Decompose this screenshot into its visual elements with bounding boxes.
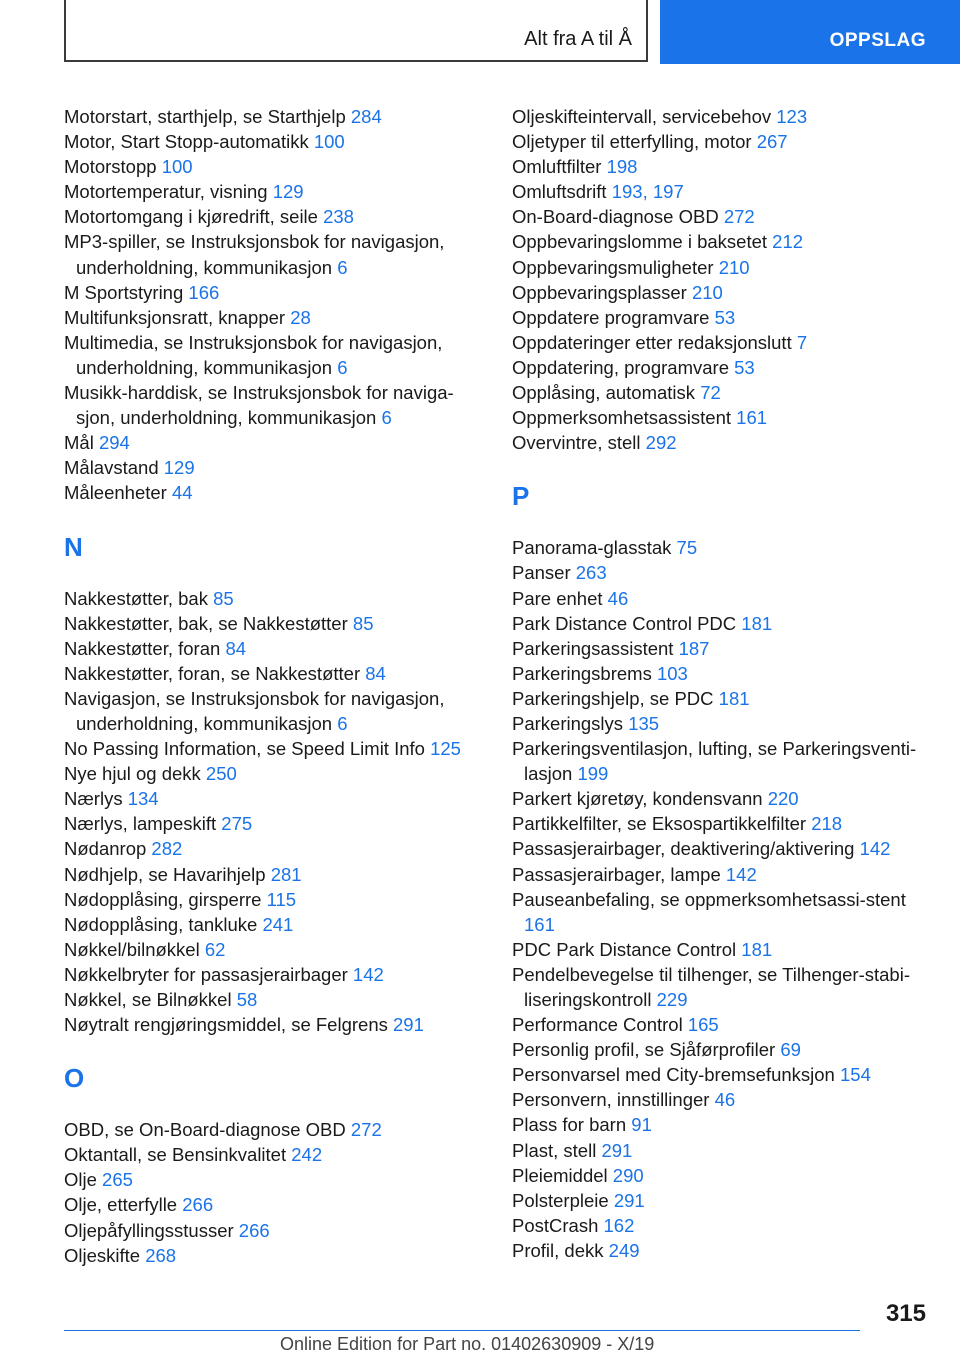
- index-entry: [64, 661, 484, 686]
- index-entry-text: OBD, se On-Board-diagnose OBD: [64, 1119, 346, 1141]
- index-entry: [512, 1138, 932, 1163]
- index-entry: [512, 405, 932, 430]
- index-group-m: [64, 104, 484, 506]
- index-entry: [512, 1188, 932, 1213]
- page-reference-link[interactable]: 199: [577, 763, 609, 785]
- page-reference-link[interactable]: 46: [714, 1089, 736, 1111]
- index-entry-text: Nødhjelp, se Havarihjelp: [64, 863, 266, 885]
- index-entry: [64, 204, 484, 229]
- page-reference-link[interactable]: 165: [687, 1014, 719, 1036]
- index-entry: [64, 1243, 484, 1268]
- page-reference-link[interactable]: 53: [734, 356, 755, 378]
- index-entry: [512, 1062, 932, 1087]
- index-entry-text: Musikk-harddisk, se Instruksjonsbok for naviga-sjon, underholdning, kommunikasjon: [64, 382, 454, 429]
- page-reference-link[interactable]: 272: [723, 206, 755, 228]
- page-reference-link[interactable]: 275: [221, 813, 253, 835]
- page-reference-link[interactable]: 181: [741, 938, 773, 960]
- page-reference-link[interactable]: 44: [171, 482, 193, 504]
- page-reference-link[interactable]: 129: [163, 457, 195, 479]
- page-reference-link[interactable]: 103: [656, 662, 688, 684]
- section-letter-p: P: [512, 481, 530, 512]
- index-entry-text: Oktantall, se Bensinkvalitet: [64, 1144, 287, 1166]
- page-reference-link[interactable]: 28: [290, 306, 311, 328]
- index-entry: [64, 937, 484, 962]
- page-reference-link[interactable]: 58: [236, 989, 258, 1010]
- index-entry-text: Nøkkel, se Bilnøkkel: [64, 989, 232, 1010]
- page-reference-link[interactable]: 62: [204, 938, 226, 960]
- index-entry-text: Mål: [64, 432, 94, 454]
- index-entry-text: Motortomgang i kjøredrift, seile: [64, 206, 318, 228]
- index-entry: [512, 560, 932, 585]
- index-entry-text: Motorstopp: [64, 156, 157, 178]
- index-entry: [512, 811, 932, 836]
- index-entry-text: Nøkkel/bilnøkkel: [64, 938, 200, 960]
- index-entry: [512, 786, 932, 811]
- index-entry: [64, 330, 484, 380]
- section-title-box: [64, 0, 648, 62]
- page-reference-link[interactable]: 242: [291, 1144, 323, 1166]
- page-reference-link[interactable]: 115: [266, 888, 297, 910]
- index-entry-text: Nakkestøtter, bak, se Nakkestøtter: [64, 612, 348, 634]
- index-entry: [512, 836, 932, 861]
- index-entry-text: Passasjerairbager, deaktivering/aktivering: [512, 838, 855, 860]
- page-reference-link[interactable]: 129: [272, 181, 304, 203]
- index-entry: [64, 811, 484, 836]
- index-entry-text: Pauseanbefaling, se oppmerksomhetsassi-stent: [512, 888, 906, 910]
- index-entry-text: Partikkelfilter, se Eksospartikkelfilter: [512, 813, 807, 835]
- index-entry-text: Parkert kjøretøy, kondensvann: [512, 788, 763, 810]
- index-entry: [64, 636, 484, 661]
- index-group-o: [64, 1117, 484, 1268]
- page-reference-link[interactable]: 6: [337, 256, 348, 278]
- page-reference-link[interactable]: 135: [628, 712, 660, 734]
- index-entry: [512, 1163, 932, 1188]
- index-entry-text: Polsterpleie: [512, 1189, 609, 1211]
- page-reference-link[interactable]: 125: [430, 738, 461, 760]
- section-title: Alt fra A til Å: [524, 28, 632, 50]
- page-reference-link[interactable]: 85: [213, 587, 234, 609]
- index-entry-text: Plast, stell: [512, 1139, 597, 1161]
- index-entry-text: Motortemperatur, visning: [64, 181, 268, 203]
- edition-footer: Online Edition for Part no. 01402630909 - X/19: [280, 1334, 655, 1354]
- page-reference-link[interactable]: 282: [151, 838, 183, 860]
- index-entry: [64, 736, 484, 761]
- index-entry-text: Passasjerairbager, lampe: [512, 863, 721, 885]
- index-entry-text: Overvintre, stell: [512, 432, 641, 454]
- index-column-left: [64, 104, 484, 1268]
- page-reference-link[interactable]: 193, 197: [611, 181, 684, 203]
- page-reference-link[interactable]: 46: [607, 587, 629, 609]
- index-entry-text: Nødopplåsing, tankluke: [64, 913, 258, 935]
- index-entry-text: Pare enhet: [512, 587, 603, 609]
- page-reference-link[interactable]: 162: [603, 1214, 635, 1236]
- section-letter-o: O: [64, 1063, 85, 1094]
- index-entry: [512, 711, 932, 736]
- index-entry-text: Oljeskifteintervall, servicebehov: [512, 106, 772, 127]
- index-entry-text: Performance Control: [512, 1014, 683, 1036]
- index-entry-text: Parkeringsventilasjon, lufting, se Parkeringsventi-lasjon: [512, 738, 917, 785]
- footer-divider: [64, 1330, 860, 1331]
- index-entry-text: Nøkkelbryter for passasjerairbager: [64, 963, 348, 985]
- page-reference-link[interactable]: 210: [718, 256, 750, 278]
- index-entry: [512, 330, 932, 355]
- index-entry: [64, 987, 484, 1012]
- page-header: [0, 0, 960, 66]
- index-entry-text: Oppdatere programvare: [512, 306, 710, 328]
- index-entry-text: Nødanrop: [64, 838, 147, 860]
- oppslag-tab[interactable]: [660, 0, 960, 64]
- index-entry-text: Multimedia, se Instruksjonsbok for navigasjon, underholdning, kommunikasjon: [64, 331, 443, 378]
- index-entry: [512, 280, 932, 305]
- index-entry-text: Oppmerksomhetsassistent: [512, 407, 732, 429]
- page-reference-link[interactable]: 220: [767, 788, 799, 810]
- page-reference-link[interactable]: 181: [741, 612, 773, 634]
- index-entry-text: Oppbevaringsmuligheter: [512, 256, 714, 278]
- index-entry: [512, 887, 932, 937]
- index-entry: [512, 355, 932, 380]
- page-reference-link[interactable]: 218: [811, 813, 843, 835]
- index-entry-text: Parkeringslys: [512, 712, 624, 734]
- index-entry: [64, 962, 484, 987]
- page-reference-link[interactable]: 6: [337, 712, 348, 734]
- index-entry-text: Omluftfilter: [512, 156, 602, 178]
- index-entry: [64, 280, 484, 305]
- page-reference-link[interactable]: 123: [776, 106, 808, 127]
- index-entry: [512, 1087, 932, 1112]
- index-entry-text: Park Distance Control PDC: [512, 612, 737, 634]
- page-reference-link[interactable]: 142: [725, 863, 757, 885]
- index-entry: [512, 1012, 932, 1037]
- index-entry-text: Måleenheter: [64, 482, 167, 504]
- index-entry: [64, 430, 484, 455]
- index-entry: [64, 786, 484, 811]
- page-reference-link[interactable]: 198: [606, 156, 638, 178]
- index-entry-text: Oljeskifte: [64, 1244, 141, 1266]
- page-reference-link[interactable]: 281: [270, 863, 302, 885]
- section-letter-n: N: [64, 531, 83, 562]
- page-reference-link[interactable]: 291: [601, 1139, 633, 1161]
- index-entry: [64, 887, 484, 912]
- index-entry: [64, 586, 484, 611]
- index-entry-text: Pleiemiddel: [512, 1164, 608, 1186]
- index-entry-text: Nøytralt rengjøringsmiddel, se Felgrens: [64, 1014, 388, 1036]
- page-reference-link[interactable]: 69: [780, 1039, 801, 1061]
- index-entry: [64, 179, 484, 204]
- index-entry: [512, 1112, 932, 1137]
- index-entry-text: Navigasjon, se Instruksjonsbok for navigasjon, underholdning, kommunikasjon: [64, 687, 445, 734]
- index-entry-text: Oppbevaringsplasser: [512, 281, 687, 303]
- page-reference-link[interactable]: 100: [161, 156, 193, 178]
- index-entry: [512, 611, 932, 636]
- index-entry: [64, 480, 484, 505]
- index-entry: [512, 1037, 932, 1062]
- index-entry-text: Panorama-glasstak: [512, 537, 672, 559]
- page-reference-link[interactable]: 161: [736, 407, 768, 429]
- index-entry: [512, 636, 932, 661]
- index-entry-text: Nærlys: [64, 788, 123, 810]
- index-entry: [512, 535, 932, 560]
- index-entry-text: Panser: [512, 562, 571, 584]
- index-entry: [512, 129, 932, 154]
- index-entry-text: PostCrash: [512, 1214, 599, 1236]
- index-entry: [64, 1117, 484, 1142]
- page-reference-link[interactable]: 7: [796, 331, 808, 353]
- index-entry-text: No Passing Information, se Speed Limit Info: [64, 738, 425, 760]
- page-reference-link[interactable]: 142: [352, 963, 384, 985]
- index-entry: [512, 862, 932, 887]
- index-entry-text: Olje: [64, 1169, 97, 1191]
- index-entry-text: Opplåsing, automatisk: [512, 382, 696, 404]
- index-entry-text: Nærlys, lampeskift: [64, 813, 217, 835]
- index-entry-text: M Sportstyring: [64, 281, 184, 303]
- index-entry: [512, 586, 932, 611]
- index-entry: [64, 1192, 484, 1217]
- index-entry-text: Personvern, innstillinger: [512, 1089, 710, 1111]
- index-entry-text: Profil, dekk: [512, 1239, 604, 1261]
- page-reference-link[interactable]: 284: [350, 106, 382, 127]
- page-reference-link[interactable]: 212: [772, 231, 804, 253]
- page-reference-link[interactable]: 75: [676, 537, 698, 559]
- index-entry-text: Oppdatering, programvare: [512, 356, 729, 378]
- index-entry-text: Parkeringsbrems: [512, 662, 652, 684]
- page-number: 315: [885, 1300, 926, 1327]
- page-reference-link[interactable]: 84: [365, 662, 386, 684]
- index-entry: [512, 430, 932, 455]
- index-entry-text: Parkeringshjelp, se PDC: [512, 687, 714, 709]
- page-reference-link[interactable]: 291: [613, 1189, 645, 1211]
- index-entry: [512, 937, 932, 962]
- index-entry-text: Nødopplåsing, girsperre: [64, 888, 262, 910]
- page-reference-link[interactable]: 249: [608, 1239, 640, 1261]
- page-reference-link[interactable]: 6: [381, 407, 392, 429]
- index-entry: [512, 962, 932, 1012]
- index-entry-text: Parkeringsassistent: [512, 637, 674, 659]
- index-entry: [512, 255, 932, 280]
- index-entry: [64, 104, 484, 129]
- index-group-p: [512, 535, 932, 1263]
- index-entry: [512, 1238, 932, 1263]
- index-entry-text: Nakkestøtter, foran: [64, 637, 221, 659]
- page-reference-link[interactable]: 85: [352, 612, 374, 634]
- page-reference-link[interactable]: 291: [393, 1014, 424, 1036]
- index-entry-text: Oljepåfyllingsstusser: [64, 1219, 234, 1241]
- page-reference-link[interactable]: 268: [145, 1244, 177, 1266]
- page-reference-link[interactable]: 292: [645, 432, 677, 454]
- page-reference-link[interactable]: 241: [262, 913, 294, 935]
- index-entry: [512, 661, 932, 686]
- index-entry: [64, 1167, 484, 1192]
- index-entry: [64, 154, 484, 179]
- page-reference-link[interactable]: 72: [700, 382, 721, 404]
- index-entry-text: Pendelbevegelse til tilhenger, se Tilhenger-stabi-liseringskontroll: [512, 963, 910, 1010]
- index-entry: [64, 455, 484, 480]
- index-entry: [64, 129, 484, 154]
- index-entry-text: Plass for barn: [512, 1114, 627, 1136]
- index-entry: [64, 229, 484, 279]
- index-group-n: [64, 586, 484, 1038]
- index-entry-text: Multifunksjonsratt, knapper: [64, 306, 286, 328]
- index-entry: [512, 229, 932, 254]
- index-entry: [512, 204, 932, 229]
- page-reference-link[interactable]: 181: [718, 687, 750, 709]
- index-entry: [64, 380, 484, 430]
- index-entry-text: Oppbevaringslomme i baksetet: [512, 231, 768, 253]
- page-reference-link[interactable]: 166: [188, 281, 220, 303]
- index-entry: [512, 305, 932, 330]
- index-group-o-continued: [512, 104, 932, 455]
- page-reference-link[interactable]: 142: [859, 838, 891, 860]
- index-entry: [64, 862, 484, 887]
- index-entry: [512, 380, 932, 405]
- index-entry-text: Olje, etterfylle: [64, 1194, 178, 1216]
- index-entry-text: Nakkestøtter, bak: [64, 587, 208, 609]
- index-entry: [64, 836, 484, 861]
- index-entry-text: Nakkestøtter, foran, se Nakkestøtter: [64, 662, 361, 684]
- page-reference-link[interactable]: 238: [323, 206, 354, 228]
- index-entry-text: Oljetyper til etterfylling, motor: [512, 131, 752, 153]
- page-reference-link[interactable]: 290: [612, 1164, 644, 1186]
- index-entry: [64, 912, 484, 937]
- index-column-right: [512, 104, 932, 1263]
- oppslag-tab-label: OPPSLAG: [829, 30, 926, 51]
- index-entry: [64, 686, 484, 736]
- index-entry: [64, 1142, 484, 1167]
- page-reference-link[interactable]: 272: [350, 1119, 382, 1141]
- page-reference-link[interactable]: 53: [714, 306, 736, 328]
- index-entry: [512, 1213, 932, 1238]
- index-entry-text: Målavstand: [64, 457, 159, 479]
- page-reference-link[interactable]: 266: [182, 1194, 214, 1216]
- index-entry: [64, 611, 484, 636]
- index-entry: [64, 761, 484, 786]
- index-entry: [512, 686, 932, 711]
- page-reference-link[interactable]: 91: [631, 1114, 652, 1136]
- page-reference-link[interactable]: 267: [756, 131, 788, 153]
- index-entry-text: On-Board-diagnose OBD: [512, 206, 719, 228]
- index-entry: [64, 305, 484, 330]
- index-entry: [512, 154, 932, 179]
- page-reference-link[interactable]: 187: [678, 637, 710, 659]
- page-reference-link[interactable]: 100: [313, 131, 345, 153]
- index-entry-text: Personvarsel med City-bremsefunksjon: [512, 1064, 835, 1086]
- page-reference-link[interactable]: 210: [691, 281, 723, 303]
- page-reference-link[interactable]: 294: [98, 432, 130, 454]
- page-reference-link[interactable]: 161: [524, 913, 555, 935]
- page-reference-link[interactable]: 229: [656, 989, 688, 1010]
- index-entry-text: Motor, Start Stopp-automatikk: [64, 131, 309, 153]
- page-reference-link[interactable]: 266: [238, 1219, 270, 1241]
- index-entry-text: Omluftsdrift: [512, 181, 607, 203]
- index-entry: [512, 179, 932, 204]
- page-reference-link[interactable]: 263: [575, 562, 607, 584]
- index-entry-text: Motorstart, starthjelp, se Starthjelp: [64, 106, 346, 127]
- index-entry: [512, 104, 932, 129]
- page-reference-link[interactable]: 154: [840, 1064, 871, 1086]
- index-entry-text: MP3-spiller, se Instruksjonsbok for navigasjon, underholdning, kommunikasjon: [64, 231, 445, 278]
- page-reference-link[interactable]: 134: [127, 788, 159, 810]
- page-reference-link[interactable]: 6: [337, 356, 348, 378]
- page-reference-link[interactable]: 250: [205, 763, 237, 785]
- index-entry: [64, 1218, 484, 1243]
- index-entry-text: Nye hjul og dekk: [64, 763, 201, 785]
- index-entry: [64, 1012, 484, 1037]
- page-reference-link[interactable]: 265: [102, 1169, 133, 1191]
- index-entry: [512, 736, 932, 786]
- index-entry-text: PDC Park Distance Control: [512, 938, 737, 960]
- page-reference-link[interactable]: 84: [225, 637, 247, 659]
- index-entry-text: Oppdateringer etter redaksjonslutt: [512, 331, 792, 353]
- index-entry-text: Personlig profil, se Sjåførprofiler: [512, 1039, 776, 1061]
